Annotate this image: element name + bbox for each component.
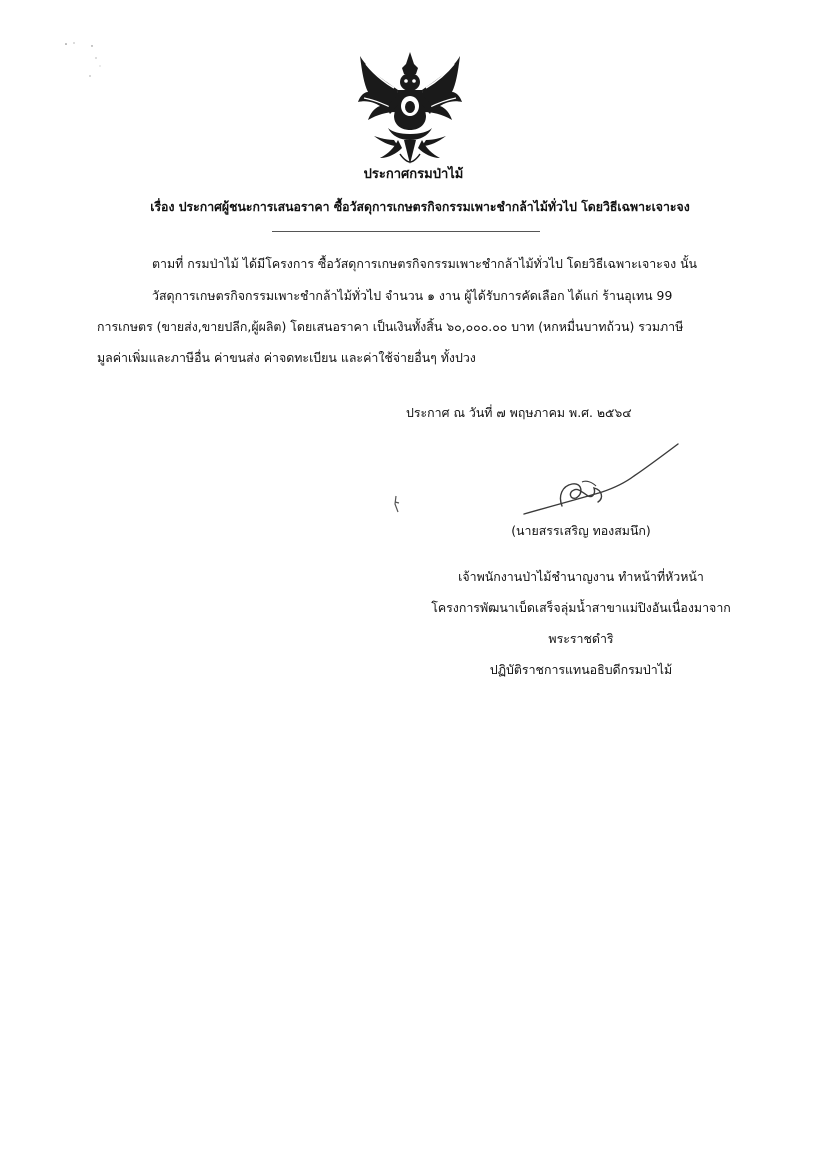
signatory-position-2: โครงการพัฒนาเบ็ดเสร็จลุ่มน้ำสาขาแม่ปิงอันเนื่องมาจาก: [431, 600, 731, 615]
document-title: ประกาศกรมป่าไม้: [363, 167, 464, 182]
body-line-1: ตามที่ กรมป่าไม้ ได้มีโครงการ ซื้อวัสดุการเกษตรกิจกรรมเพาะชำกล้าไม้ทั่วไป โดยวิธีเฉพาะเจาะจง นั้น: [152, 256, 698, 271]
handwritten-signature: [522, 440, 682, 520]
scan-specks: [60, 36, 120, 86]
garuda-emblem-icon: [354, 50, 466, 166]
signatory-name: (นายสรรเสริญ ทองสมนึก): [511, 523, 651, 538]
signatory-position-1: เจ้าพนักงานป่าไม้ชำนาญงาน ทำหน้าที่หัวหน้า: [458, 569, 704, 584]
announcement-date: ประกาศ ณ วันที่ ๗ พฤษภาคม พ.ศ. ๒๕๖๔: [406, 405, 632, 420]
signatory-position-4: ปฏิบัติราชการแทนอธิบดีกรมป่าไม้: [489, 662, 673, 677]
title-divider: [272, 231, 540, 232]
signatory-position-3: พระราชดำริ: [548, 631, 614, 646]
body-line-4: มูลค่าเพิ่มและภาษีอื่น ค่าขนส่ง ค่าจดทะเบียน และค่าใช้จ่ายอื่นๆ ทั้งปวง: [97, 350, 476, 365]
document-subject: เรื่อง ประกาศผู้ชนะการเสนอราคา ซื้อวัสดุการเกษตรกิจกรรมเพาะชำกล้าไม้ทั่วไป โดยวิธีเฉพาะเจาะจง: [150, 200, 690, 214]
body-line-2: วัสดุการเกษตรกิจกรรมเพาะชำกล้าไม้ทั่วไป จำนวน ๑ งาน ผู้ได้รับการคัดเลือก ได้แก่ ร้านอุเทน 99: [152, 288, 673, 303]
body-line-3: การเกษตร (ขายส่ง,ขายปลีก,ผู้ผลิต) โดยเสนอราคา เป็นเงินทั้งสิ้น ๖๐,๐๐๐.๐๐ บาท (หกหมื่นบาทถ้วน) รวมภาษี: [97, 319, 684, 334]
scan-mark: [392, 494, 402, 514]
